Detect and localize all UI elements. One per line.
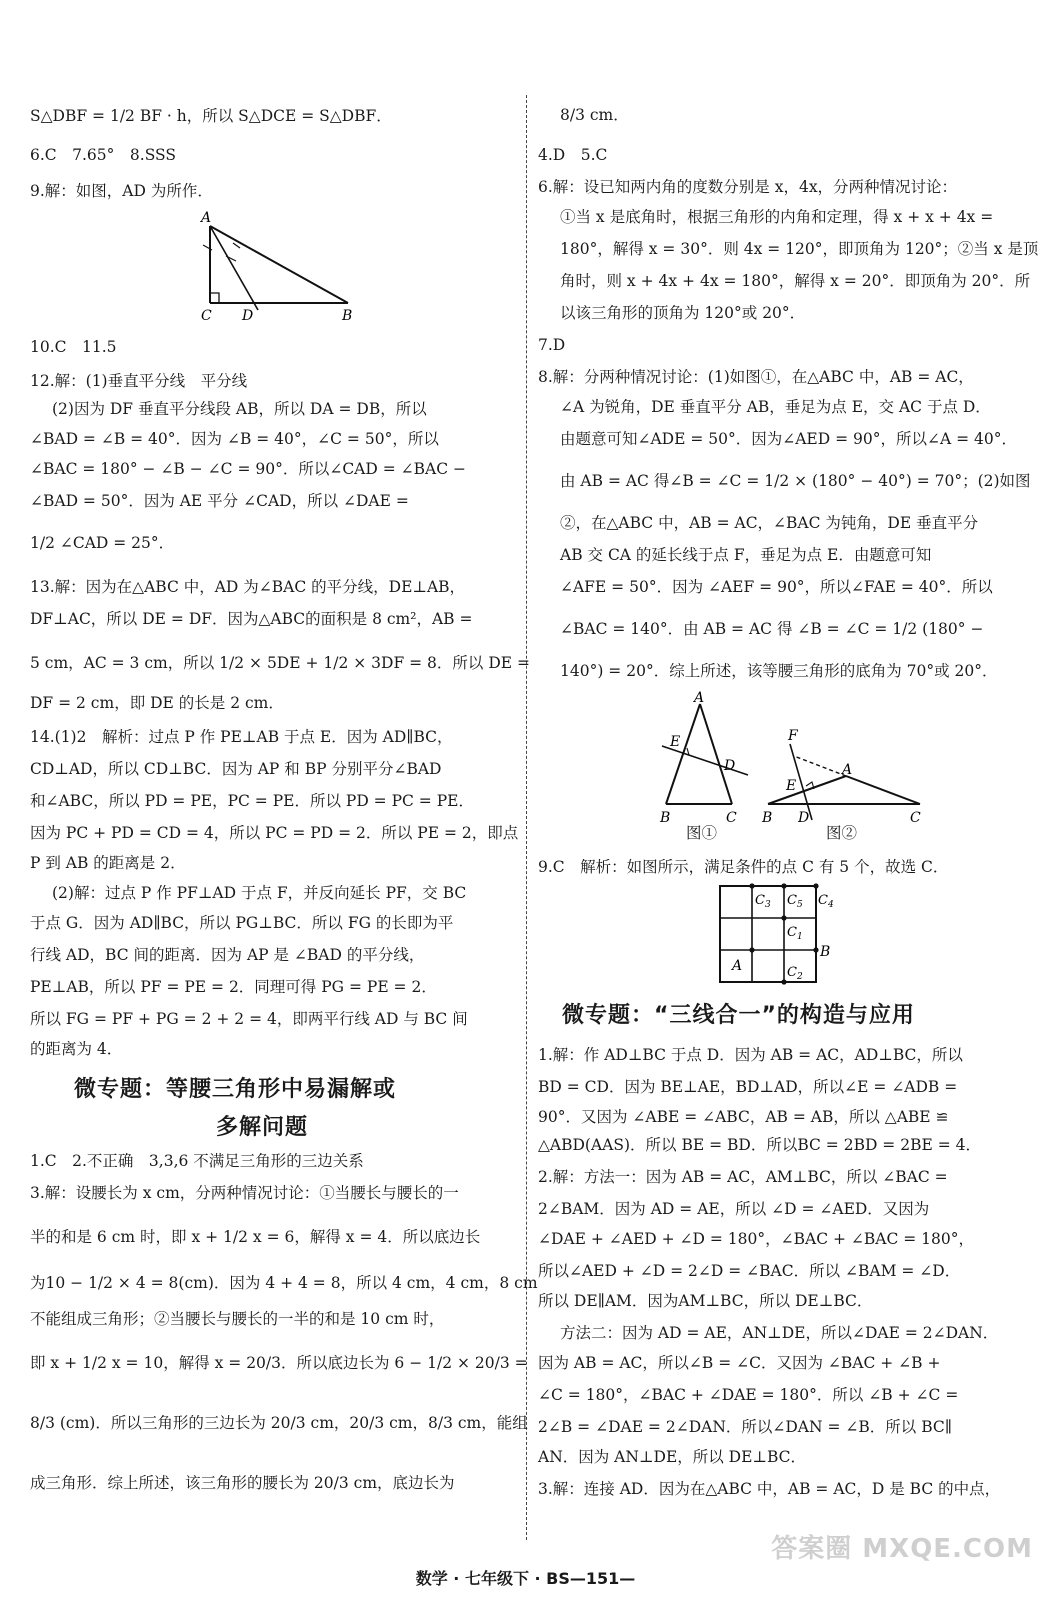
text-line: 所以 FG = PF + PG = 2 + 2 = 4，即两平行线 AD 与 BC 间 xyxy=(30,1010,468,1028)
text-line: ∠DAE + ∠AED + ∠D = 180°，∠BAC + ∠BAC = 180°， xyxy=(538,1230,974,1248)
text-line: 于点 G．因为 AD∥BC，所以 PG⊥BC．所以 FG 的长即为平 xyxy=(30,914,454,932)
text-line: 8/3 (cm)．所以三角形的三边长为 20/3 cm，20/3 cm，8/3 cm，能组 xyxy=(30,1414,528,1432)
text-line: △ABD(AAS)．所以 BE = BD．所以BC = 2BD = 2BE = 4． xyxy=(538,1136,981,1154)
text-line: ∠BAC = 140°．由 AB = AC 得 ∠B = ∠C = 1/2 (180° − xyxy=(560,620,984,638)
text-line: 5 cm，AC = 3 cm，所以 1/2 × 5DE + 1/2 × 3DF = 8．所以 DE = xyxy=(30,654,531,672)
text-line: 半的和是 6 cm 时，即 x + 1/2 x = 6，解得 x = 4．所以底边长 xyxy=(30,1228,481,1246)
text-line: 90°．又因为 ∠ABE = ∠ABC，AB = AB，所以 △ABE ≌ xyxy=(538,1108,949,1126)
svg-text:C: C xyxy=(910,810,921,826)
text-line: 3.解：连接 AD．因为在△ABC 中，AB = AC，D 是 BC 的中点， xyxy=(538,1480,1001,1498)
svg-text:A: A xyxy=(694,690,705,706)
text-line: (2)因为 DF 垂直平分线段 AB，所以 DA = DB，所以 xyxy=(52,400,427,418)
text-line: ∠BAD = 50°．因为 AE 平分 ∠CAD，所以 ∠DAE = xyxy=(30,492,409,510)
svg-text:E: E xyxy=(786,778,797,794)
svg-text:B: B xyxy=(660,810,671,826)
svg-text:C: C xyxy=(726,810,737,826)
text-line: 1/2 ∠CAD = 25°． xyxy=(30,534,175,552)
text-line: 3.解：设腰长为 x cm，分两种情况讨论：①当腰长与腰长的一 xyxy=(30,1184,459,1202)
text-line: AN．因为 AN⊥DE，所以 DE⊥BC． xyxy=(538,1448,807,1466)
column-divider xyxy=(526,95,527,1540)
svg-text:A: A xyxy=(201,210,212,226)
section-title: 多解问题 xyxy=(216,1115,309,1140)
text-line: 不能组成三角形；②当腰长与腰长的一半的和是 10 cm 时， xyxy=(30,1310,445,1328)
text-line: 1.解：作 AD⊥BC 于点 D．因为 AB = AC，AD⊥BC，所以 xyxy=(538,1046,963,1064)
svg-text:F: F xyxy=(788,728,798,744)
text-line: DF⊥AC，所以 DE = DF．因为△ABC的面积是 8 cm²，AB = xyxy=(30,610,473,628)
text-line: 10.C 11.5 xyxy=(30,338,117,356)
text-line: 行线 AD，BC 间的距离．因为 AP 是 ∠BAD 的平分线， xyxy=(30,946,425,964)
text-line: 2∠B = ∠DAE = 2∠DAN．所以∠DAN = ∠B．所以 BC∥ xyxy=(538,1418,952,1436)
text-line: ∠C = 180°，∠BAC + ∠DAE = 180°．所以 ∠B + ∠C = xyxy=(538,1386,959,1404)
text-line: 为10 − 1/2 × 4 = 8(cm)．因为 4 + 4 = 8，所以 4 cm，4 cm，8 cm xyxy=(30,1274,538,1292)
svg-text:C1: $C_1$ xyxy=(787,925,803,942)
svg-text:D: D xyxy=(242,308,254,324)
svg-text:E: E xyxy=(670,734,681,750)
section-title: 微专题：等腰三角形中易漏解或 xyxy=(74,1077,397,1102)
text-line: BD = CD．因为 BE⊥AE，BD⊥AD，所以∠E = ∠ADB = xyxy=(538,1078,958,1096)
svg-text:B: B xyxy=(820,944,831,960)
figure-1-acute-triangle xyxy=(656,688,756,838)
svg-text:C2: $C_2$ xyxy=(787,965,803,982)
text-line: ①当 x 是底角时，根据三角形的内角和定理，得 x + x + 4x = xyxy=(560,208,994,226)
figure-triangle-abc xyxy=(198,208,358,328)
text-line: ②，在△ABC 中，AB = AC，∠BAC 为钝角，DE 垂直平分 xyxy=(560,514,979,532)
text-line: 由题意可知∠ADE = 50°．因为∠AED = 90°，所以∠A = 40°． xyxy=(560,430,1017,448)
text-line: ∠A 为锐角，DE 垂直平分 AB，垂足为点 E，交 AC 于点 D． xyxy=(560,398,991,416)
text-line: 6.C 7.65° 8.SSS xyxy=(30,146,177,164)
text-line: 6.解：设已知两内角的度数分别是 x，4x，分两种情况讨论： xyxy=(538,178,958,196)
text-line: ∠BAC = 180° − ∠B − ∠C = 90°．所以∠CAD = ∠BAC − xyxy=(30,460,466,478)
text-line: P 到 AB 的距离是 2． xyxy=(30,854,186,872)
text-line: 9.C 解析：如图所示，满足条件的点 C 有 5 个，故选 C． xyxy=(538,858,949,876)
watermark: 答案圈 MXQE.COM xyxy=(771,1534,1033,1564)
section-title: 微专题：“三线合一”的构造与应用 xyxy=(562,1003,915,1028)
text-line: ∠BAD = ∠B = 40°．因为 ∠B = 40°，∠C = 50°，所以 xyxy=(30,430,439,448)
text-line: 因为 AB = AC，所以∠B = ∠C．又因为 ∠BAC + ∠B + xyxy=(538,1354,941,1372)
text-line: 方法二：因为 AD = AE，AN⊥DE，所以∠DAE = 2∠DAN． xyxy=(560,1324,999,1342)
text-line: 8/3 cm． xyxy=(560,106,629,124)
svg-text:B: B xyxy=(762,810,773,826)
text-line: 2∠BAM．因为 AD = AE，所以 ∠D = ∠AED．又因为 xyxy=(538,1200,930,1218)
text-line: 8.解：分两种情况讨论：(1)如图①，在△ABC 中，AB = AC， xyxy=(538,368,974,386)
svg-text:A: A xyxy=(732,958,743,974)
text-line: 以该三角形的顶角为 120°或 20°． xyxy=(560,304,806,322)
text-line: 1.C 2.不正确 3,3,6 不满足三角形的三边关系 xyxy=(30,1152,364,1170)
text-line: PE⊥AB，所以 PF = PE = 2．同理可得 PG = PE = 2． xyxy=(30,978,437,996)
text-line: 角时，则 x + 4x + 4x = 180°，解得 x = 20°．即顶角为 20°．所 xyxy=(560,272,1031,290)
text-line: DF = 2 cm，即 DE 的长是 2 cm． xyxy=(30,694,284,712)
text-line: 所以 DE∥AM．因为AM⊥BC，所以 DE⊥BC． xyxy=(538,1292,873,1310)
text-line: 7.D xyxy=(538,336,566,354)
text-line: 13.解：因为在△ABC 中，AD 为∠BAC 的平分线，DE⊥AB， xyxy=(30,578,466,596)
text-line: 成三角形．综上所述，该三角形的腰长为 20/3 cm，底边长为 xyxy=(30,1474,455,1492)
figure-caption: 图① xyxy=(686,824,718,842)
text-line: 9.解：如图，AD 为所作． xyxy=(30,182,213,200)
text-line: ∠AFE = 50°．因为 ∠AEF = 90°，所以∠FAE = 40°．所以 xyxy=(560,578,993,596)
svg-text:C5: $C_5$ xyxy=(787,893,803,910)
text-line: S△DBF = 1/2 BF · h，所以 S△DCE = S△DBF． xyxy=(30,107,392,125)
figure-caption: 图② xyxy=(826,824,858,842)
svg-text:D: D xyxy=(724,758,736,774)
svg-text:C3: $C_3$ xyxy=(755,893,771,910)
svg-text:D: D xyxy=(798,810,810,826)
page-footer: 数学 · 七年级下 · BS—151— xyxy=(415,1569,636,1588)
text-line: 即 x + 1/2 x = 10，解得 x = 20/3．所以底边长为 6 − 1/2 × 20/3 = xyxy=(30,1354,528,1372)
text-line: 2.解：方法一：因为 AB = AC，AM⊥BC，所以 ∠BAC = xyxy=(538,1168,948,1186)
text-line: 140°) = 20°．综上所述，该等腰三角形的底角为 70°或 20°． xyxy=(560,662,998,680)
text-line: AB 交 CA 的延长线于点 F，垂足为点 E．由题意可知 xyxy=(560,546,932,564)
text-line: 180°，解得 x = 30°．则 4x = 120°，即顶角为 120°；②当 x 是顶 xyxy=(560,240,1039,258)
figure-grid xyxy=(714,880,842,990)
svg-text:B: B xyxy=(342,308,353,324)
svg-text:C: C xyxy=(201,308,212,324)
svg-text:A: A xyxy=(842,762,853,778)
text-line: 12.解：(1)垂直平分线 平分线 xyxy=(30,372,248,390)
text-line: 14.(1)2 解析：过点 P 作 PE⊥AB 于点 E．因为 AD∥BC， xyxy=(30,728,453,746)
svg-text:C4: $C_4$ xyxy=(818,893,834,910)
text-line: CD⊥AD，所以 CD⊥BC．因为 AP 和 BP 分别平分∠BAD xyxy=(30,760,442,778)
text-line: 和∠ABC，所以 PD = PE，PC = PE．所以 PD = PC = PE． xyxy=(30,792,474,810)
text-line: 因为 PC + PD = CD = 4，所以 PC = PD = 2．所以 PE = 2，即点 xyxy=(30,824,519,842)
text-line: 所以∠AED + ∠D = 2∠D = ∠BAC．所以 ∠BAM = ∠D． xyxy=(538,1262,961,1280)
text-line: (2)解：过点 P 作 PF⊥AD 于点 F，并反向延长 PF，交 BC xyxy=(52,884,467,902)
text-line: 的距离为 4． xyxy=(30,1040,123,1058)
text-line: 由 AB = AC 得∠B = ∠C = 1/2 × (180° − 40°) = 70°；(2)如图 xyxy=(560,472,1031,490)
text-line: 4.D 5.C xyxy=(538,146,608,164)
